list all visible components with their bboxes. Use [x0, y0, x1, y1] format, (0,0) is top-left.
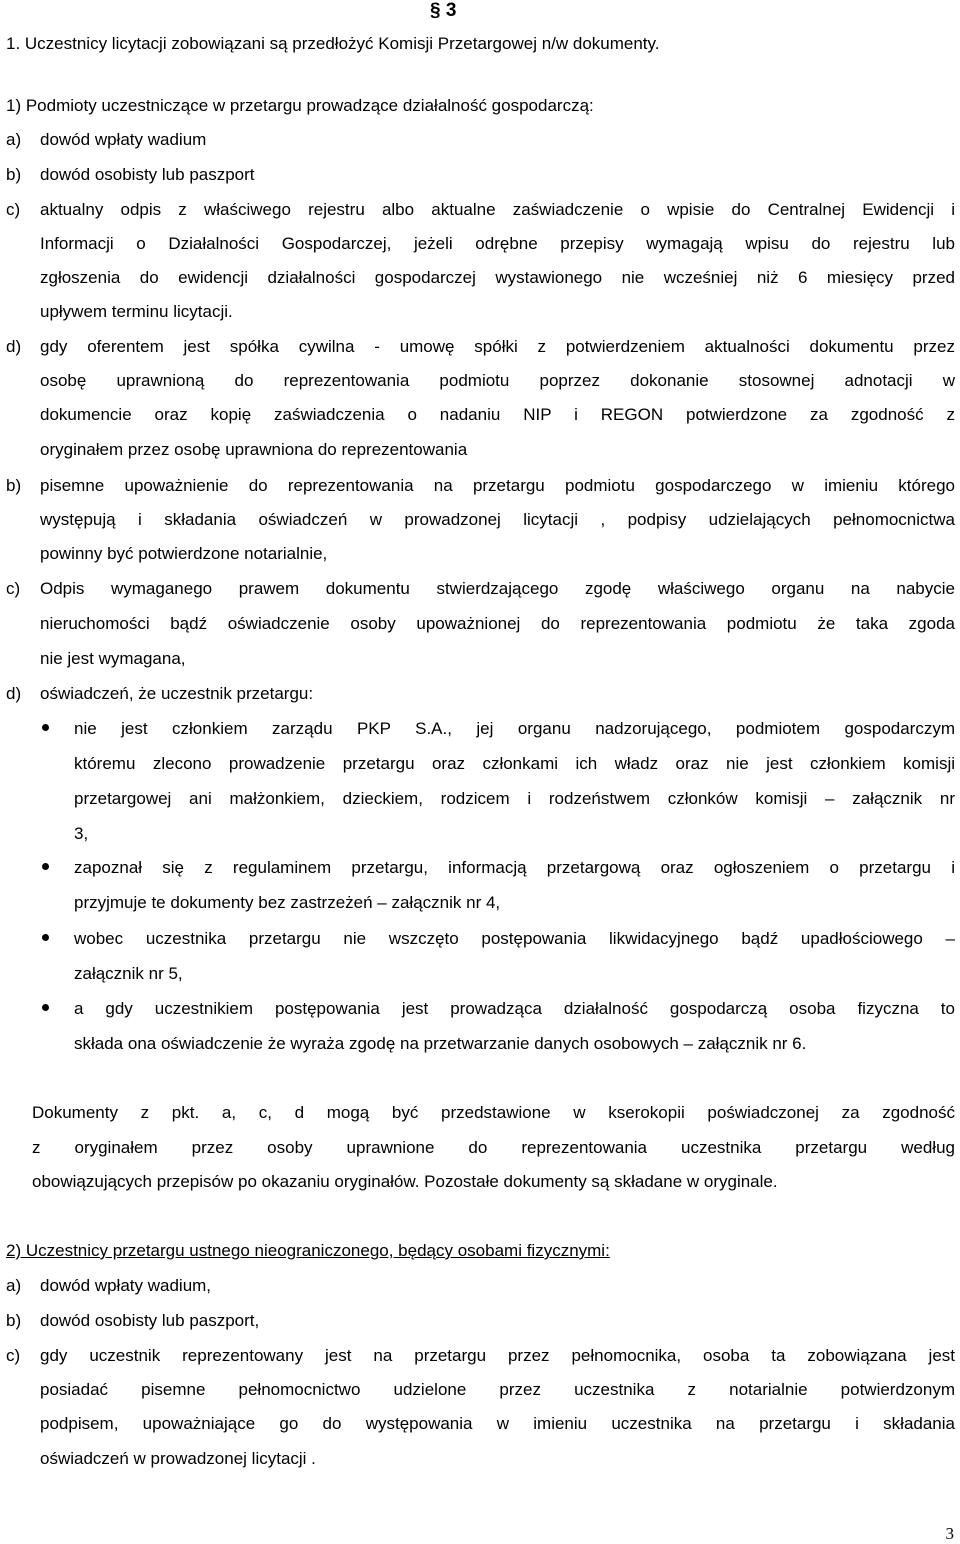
item-line: oświadczeń w prowadzonej licytacji . — [40, 1449, 316, 1468]
note-line: Dokumenty z pkt. a, c, d mogą być przedstawione w kserokopii poświadczonej za zgodność — [32, 1103, 955, 1122]
item-label: a) — [6, 1276, 22, 1295]
item-label: c) — [6, 579, 21, 598]
intro-line: 1. Uczestnicy licytacji zobowiązani są przedłożyć Komisji Przetargowej n/w dokumenty. — [6, 34, 660, 53]
item-text: dowód osobisty lub paszport, — [40, 1311, 260, 1330]
item-line: posiadać pisemne pełnomocnictwo udzielone przez uczestnika z notarialnie potwierdzonym — [40, 1380, 955, 1399]
bullet-line: nie jest członkiem zarządu PKP S.A., jej organu nadzorującego, podmiotem gospodarczym — [74, 719, 955, 738]
bullet-icon — [42, 934, 49, 941]
item-line: nie jest wymagana, — [40, 649, 186, 668]
item-label: b) — [6, 165, 22, 184]
bullet-icon — [42, 863, 49, 870]
item-line: dokumencie oraz kopię zaświadczenia o nadaniu NIP i REGON potwierdzone za zgodność z — [40, 405, 955, 424]
item-line: Odpis wymaganego prawem dokumentu stwierdzającego zgodę właściwego organu na nabycie — [40, 579, 955, 598]
bullet-line: przyjmuje te dokumenty bez zastrzeżeń – załącznik nr 4, — [74, 893, 501, 912]
item-line: powinny być potwierdzone notarialnie, — [40, 544, 328, 563]
bullet-icon — [42, 724, 49, 731]
section-mark: § 3 — [430, 0, 457, 21]
item-text: dowód osobisty lub paszport — [40, 165, 255, 184]
bullet-line: 3, — [74, 824, 89, 843]
item-text: dowód wpłaty wadium, — [40, 1276, 212, 1295]
item-line: osobę uprawnioną do reprezentowania podmiotu poprzez dokonanie stosownej adnotacji w — [40, 371, 955, 390]
item-label: c) — [6, 200, 21, 219]
item-label: b) — [6, 476, 22, 495]
item-line: pisemne upoważnienie do reprezentowania na przetargu podmiotu gospodarczego w imieniu którego — [40, 476, 955, 495]
note-line: z oryginałem przez osoby uprawnione do reprezentowania uczestnika przetargu według — [32, 1138, 955, 1157]
item-line: Informacji o Działalności Gospodarczej, jeżeli odrębne przepisy wymagają wpisu do rejestru lub — [40, 234, 955, 253]
group2-heading: 2) Uczestnicy przetargu ustnego nieograniczonego, będący osobami fizycznymi: — [6, 1241, 610, 1260]
bullet-line: przetargowej ani małżonkiem, dzieckiem, rodzicem i rodzeństwem członków komisji – załącznik nr — [74, 789, 955, 808]
item-line: gdy oferentem jest spółka cywilna - umowę spółki z potwierdzeniem aktualności dokumentu przez — [40, 337, 955, 356]
item-line: aktualny odpis z właściwego rejestru albo aktualne zaświadczenie o wpisie do Centralnej Ewidencji i — [40, 200, 955, 219]
item-line: nieruchomości bądź oświadczenie osoby upoważnionej do reprezentowania podmiotu że taka zgoda — [40, 614, 955, 633]
item-line: występują i składania oświadczeń w prowadzonej licytacji , podpisy udzielających pełnomocnictwa — [40, 510, 955, 529]
page-number: 3 — [945, 1524, 954, 1543]
note-line: obowiązujących przepisów po okazaniu oryginałów. Pozostałe dokumenty są składane w oryginale. — [32, 1172, 778, 1191]
item-line: zgłoszenia do ewidencji działalności gospodarczej wystawionego nie wcześniej niż 6 miesięcy przed — [40, 268, 955, 287]
item-label: d) — [6, 684, 22, 703]
item-label: d) — [6, 337, 22, 356]
item-line: podpisem, upoważniające go do występowania w imieniu uczestnika na przetargu i składania — [40, 1414, 955, 1433]
item-label: c) — [6, 1346, 21, 1365]
item-label: a) — [6, 130, 22, 149]
item-line: upływem terminu licytacji. — [40, 302, 233, 321]
bullet-line: a gdy uczestnikiem postępowania jest prowadząca działalność gospodarczą osoba fizyczna to — [74, 999, 955, 1018]
item-line: gdy uczestnik reprezentowany jest na przetargu przez pełnomocnika, osoba ta zobowiązana jest — [40, 1346, 955, 1365]
bullet-line: wobec uczestnika przetargu nie wszczęto postępowania likwidacyjnego bądź upadłościowego – — [74, 929, 955, 948]
item-line: oryginałem przez osobę uprawniona do reprezentowania — [40, 440, 468, 459]
bullet-line: zapoznał się z regulaminem przetargu, informacją przetargową oraz ogłoszeniem o przetargu i — [74, 858, 955, 877]
bullet-line: któremu zlecono prowadzenie przetargu oraz członkami ich władz oraz nie jest członkiem komisji — [74, 754, 955, 773]
bullet-icon — [42, 1004, 49, 1011]
item-text: dowód wpłaty wadium — [40, 130, 207, 149]
bullet-line: składa ona oświadczenie że wyraża zgodę na przetwarzanie danych osobowych – załącznik nr 6. — [74, 1034, 807, 1053]
item-text: oświadczeń, że uczestnik przetargu: — [40, 684, 314, 703]
item-label: b) — [6, 1311, 22, 1330]
bullet-line: załącznik nr 5, — [74, 964, 183, 983]
group1-heading: 1) Podmioty uczestniczące w przetargu prowadzące działalność gospodarczą: — [6, 96, 594, 115]
